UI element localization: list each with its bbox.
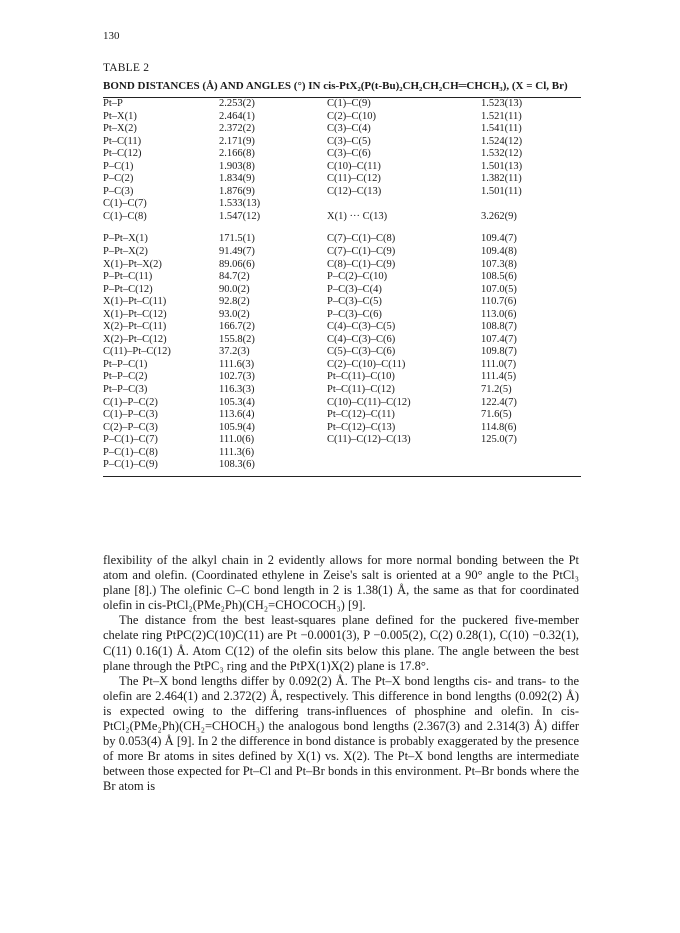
- bond-label: C(1)–C(9): [327, 98, 371, 109]
- bond-label: Pt–C(12): [103, 148, 142, 160]
- bond-label: C(4)–C(3)–C(6): [327, 333, 396, 345]
- table-caption: BOND DISTANCES (Å) AND ANGLES (°) IN cis-PtX₂(P(t-Bu)₂CH₂CH₂CH═CHCH₃), (X = Cl, Br): [103, 80, 568, 92]
- bond-label: C(1)–C(7): [103, 198, 147, 210]
- bond-value: 37.2(3): [219, 346, 250, 358]
- bond-label: Pt–X(2): [103, 123, 137, 135]
- table-row: [103, 371, 581, 384]
- table-row: [103, 161, 581, 174]
- bond-label: Pt–X(1): [103, 110, 137, 122]
- table-row: [103, 296, 581, 309]
- bond-value: 108.3(6): [219, 459, 255, 471]
- bond-value: 1.547(12): [219, 210, 261, 222]
- bond-label: X(2)–Pt–C(12): [103, 333, 167, 345]
- table-row: [103, 98, 581, 111]
- section-gap: [103, 223, 581, 233]
- bond-value: 111.3(6): [219, 446, 255, 458]
- bond-label: P–C(3)–C(4): [327, 283, 382, 295]
- bond-data-table: [103, 98, 581, 472]
- bond-label: Pt–P–C(3): [103, 384, 148, 396]
- bond-label: C(2)–P–C(3): [103, 421, 158, 433]
- table-row: [103, 409, 581, 422]
- bond-label: C(11)–C(12): [327, 173, 381, 185]
- bond-label: C(7)–C(1)–C(9): [327, 246, 396, 258]
- table-row: [103, 259, 581, 272]
- table-row: [103, 271, 581, 284]
- bond-label: P–C(3)–C(6): [327, 308, 382, 320]
- bond-value: 110.7(6): [481, 296, 517, 308]
- bond-value: 109.8(7): [481, 346, 517, 358]
- paragraph: The distance from the best least-squares plane defined for the puckered five-member chelate ring PtPC(2)C(10)C(11) are Pt −0.0001(3), P −0.005(2), C(2) 0.28(1), C(10) −0.32(1), C(11) 0.16(1) Å. Atom C(12) of the olefin sits below this plane. The angle between the best plane through the PtPC₃ ring and the PtPX(1)X(2) plane is 17.8°.: [103, 613, 579, 673]
- bond-value: 1.382(11): [481, 173, 522, 185]
- bond-value: 111.6(3): [219, 358, 255, 370]
- bond-value: 1.501(13): [481, 160, 523, 172]
- bond-value: 1.876(9): [219, 185, 255, 197]
- bond-value: 2.171(9): [219, 135, 255, 147]
- bond-label: Pt–C(12)–C(13): [327, 421, 396, 433]
- bond-value: 2.464(1): [219, 110, 255, 122]
- table-row: [103, 309, 581, 322]
- bond-value: 111.0(6): [219, 434, 255, 446]
- bond-value: 107.3(8): [481, 258, 517, 270]
- bond-value: 114.8(6): [481, 421, 517, 433]
- bond-label: C(1)–P–C(3): [103, 409, 158, 421]
- bond-value: 89.06(6): [219, 258, 255, 270]
- bond-label: Pt–C(11): [103, 135, 142, 147]
- bond-value: 111.0(7): [481, 358, 517, 370]
- bond-label: C(1)–P–C(2): [103, 396, 158, 408]
- table-row: [103, 186, 581, 199]
- bond-label: C(8)–C(1)–C(9): [327, 258, 396, 270]
- bond-value: 90.0(2): [219, 283, 250, 295]
- table-bottom-rule: [103, 476, 581, 477]
- bond-label: P–C(2): [103, 173, 134, 185]
- bond-value: 105.3(4): [219, 396, 255, 408]
- bond-label: Pt–P: [103, 98, 123, 109]
- table-row: [103, 422, 581, 435]
- bond-value: 125.0(7): [481, 434, 517, 446]
- table-row: [103, 136, 581, 149]
- bond-value: 102.7(3): [219, 371, 255, 383]
- bond-label: C(3)–C(5): [327, 135, 371, 147]
- bond-value: 107.0(5): [481, 283, 517, 295]
- bond-label: C(11)–C(12)–C(13): [327, 434, 411, 446]
- bond-label: P–Pt–X(1): [103, 233, 148, 245]
- bond-value: 1.834(9): [219, 173, 255, 185]
- bond-value: 84.7(2): [219, 271, 250, 283]
- bond-label: X(1) ··· C(13): [327, 210, 388, 222]
- table-row: [103, 284, 581, 297]
- table-label: TABLE 2: [103, 62, 150, 74]
- bond-value: 1.533(13): [219, 198, 261, 210]
- bond-value: 1.521(11): [481, 110, 522, 122]
- bond-label: C(11)–Pt–C(12): [103, 346, 171, 358]
- distances-section: [103, 98, 581, 223]
- bond-label: X(1)–Pt–C(12): [103, 308, 167, 320]
- bond-label: Pt–C(12)–C(11): [327, 409, 395, 421]
- bond-value: 116.3(3): [219, 384, 255, 396]
- bond-value: 1.501(11): [481, 185, 522, 197]
- bond-value: [481, 198, 581, 211]
- table-row: [103, 397, 581, 410]
- bond-label: Pt–C(11)–C(10): [327, 371, 395, 383]
- bond-label: C(2)–C(10)–C(11): [327, 358, 406, 370]
- bond-value: 155.8(2): [219, 333, 255, 345]
- bond-label: C(10)–C(11): [327, 160, 381, 172]
- bond-label: P–C(3): [103, 185, 134, 197]
- table-row: [103, 123, 581, 136]
- bond-label: X(2)–Pt–C(11): [103, 321, 167, 333]
- table-row: [103, 148, 581, 161]
- bond-label: X(1)–Pt–C(11): [103, 296, 167, 308]
- bond-value: 113.0(6): [481, 308, 517, 320]
- bond-value: 1.523(13): [481, 98, 523, 109]
- table-row: [103, 211, 581, 224]
- bond-value: 105.9(4): [219, 421, 255, 433]
- bond-value: 1.524(12): [481, 135, 523, 147]
- table-block: [103, 62, 581, 477]
- table-row: [103, 198, 581, 211]
- table-row: [103, 359, 581, 372]
- bond-value: 108.5(6): [481, 271, 517, 283]
- bond-value: 2.253(2): [219, 98, 255, 109]
- bond-label: C(12)–C(13): [327, 185, 382, 197]
- table-row: [103, 459, 581, 472]
- bond-label: P–Pt–C(11): [103, 271, 153, 283]
- bond-value: 171.5(1): [219, 233, 255, 245]
- angles-section: [103, 233, 581, 471]
- bond-label: P–C(1): [103, 160, 134, 172]
- table-row: [103, 321, 581, 334]
- bond-value: [481, 447, 581, 460]
- table-row: [103, 447, 581, 460]
- bond-label: Pt–C(11)–C(12): [327, 384, 395, 396]
- body-text: [103, 553, 579, 795]
- paragraph: The Pt–X bond lengths differ by 0.092(2) Å. The Pt–X bond lengths cis- and trans- to the olefin are 2.464(1) and 2.372(2) Å, respectively. This difference in bond lengths (0.092(2) Å) is expected owing to the differing trans-influences of phosphine and olefin. In cis-PtCl₂(PMe₂Ph)(CH₂=CHOCH₃) the analogous bond lengths (2.367(3) and 2.314(3) Å) differ by 0.053(4) Å [9]. In 2 the difference in bond distance is probably exaggerated by the presence of more Br atoms in sites defined by X(1) vs. X(2). The Pt–X bond lengths are intermediate between those expected for Pt–Cl and Pt–Br bonds in this environment. Pt–Br bonds where the Br atom is: [103, 673, 579, 794]
- table-row: [103, 434, 581, 447]
- bond-label: P–C(1)–C(8): [103, 446, 158, 458]
- bond-label: C(4)–C(3)–C(5): [327, 321, 396, 333]
- bond-label: P–C(1)–C(7): [103, 434, 158, 446]
- bond-value: 109.4(8): [481, 246, 517, 258]
- table-row: [103, 233, 581, 246]
- table-row: [103, 346, 581, 359]
- bond-label: P–Pt–C(12): [103, 283, 153, 295]
- page-number: 130: [103, 30, 120, 42]
- bond-label: Pt–P–C(2): [103, 371, 148, 383]
- bond-label: C(10)–C(11)–C(12): [327, 396, 411, 408]
- bond-value: 1.541(11): [481, 123, 522, 135]
- bond-label: X(1)–Pt–X(2): [103, 258, 162, 270]
- bond-value: 166.7(2): [219, 321, 255, 333]
- bond-value: 92.8(2): [219, 296, 250, 308]
- paragraph: flexibility of the alkyl chain in 2 evidently allows for more normal bonding between the Pt atom and olefin. (Coordinated ethylene in Zeise's salt is oriented at a 90° angle to the PtCl₃ plane [8].) The olefinic C–C bond length in 2 is 1.38(1) Å, the same as that for coordinated olefin in cis-PtCl₂(PMe₂Ph)(CH₂=CHOCOCH₃) [9].: [103, 553, 579, 613]
- table-row: [103, 173, 581, 186]
- bond-label: [327, 447, 481, 460]
- bond-value: 122.4(7): [481, 396, 517, 408]
- bond-label: P–Pt–X(2): [103, 246, 148, 258]
- bond-label: C(1)–C(8): [103, 210, 147, 222]
- bond-label: C(3)–C(6): [327, 148, 371, 160]
- bond-value: [481, 459, 581, 472]
- bond-label: Pt–P–C(1): [103, 358, 148, 370]
- table-row: [103, 334, 581, 347]
- bond-value: 1.532(12): [481, 148, 523, 160]
- bond-label: P–C(3)–C(5): [327, 296, 382, 308]
- bond-label: [327, 198, 481, 211]
- bond-value: 71.2(5): [481, 384, 512, 396]
- bond-value: 93.0(2): [219, 308, 250, 320]
- bond-label: C(2)–C(10): [327, 110, 376, 122]
- bond-value: 109.4(7): [481, 233, 517, 245]
- bond-value: 108.8(7): [481, 321, 517, 333]
- bond-value: 113.6(4): [219, 409, 255, 421]
- bond-label: C(7)–C(1)–C(8): [327, 233, 396, 245]
- bond-value: 71.6(5): [481, 409, 512, 421]
- table-row: [103, 384, 581, 397]
- table-row: [103, 111, 581, 124]
- table-row: [103, 246, 581, 259]
- bond-label: C(3)–C(4): [327, 123, 371, 135]
- bond-label: P–C(2)–C(10): [327, 271, 388, 283]
- bond-value: 91.49(7): [219, 246, 255, 258]
- bond-value: 2.372(2): [219, 123, 255, 135]
- bond-value: 2.166(8): [219, 148, 255, 160]
- bond-label: P–C(1)–C(9): [103, 459, 158, 471]
- bond-value: 111.4(5): [481, 371, 517, 383]
- bond-value: 107.4(7): [481, 333, 517, 345]
- bond-value: 1.903(8): [219, 160, 255, 172]
- bond-label: [327, 459, 481, 472]
- bond-label: C(5)–C(3)–C(6): [327, 346, 396, 358]
- bond-value: 3.262(9): [481, 210, 517, 222]
